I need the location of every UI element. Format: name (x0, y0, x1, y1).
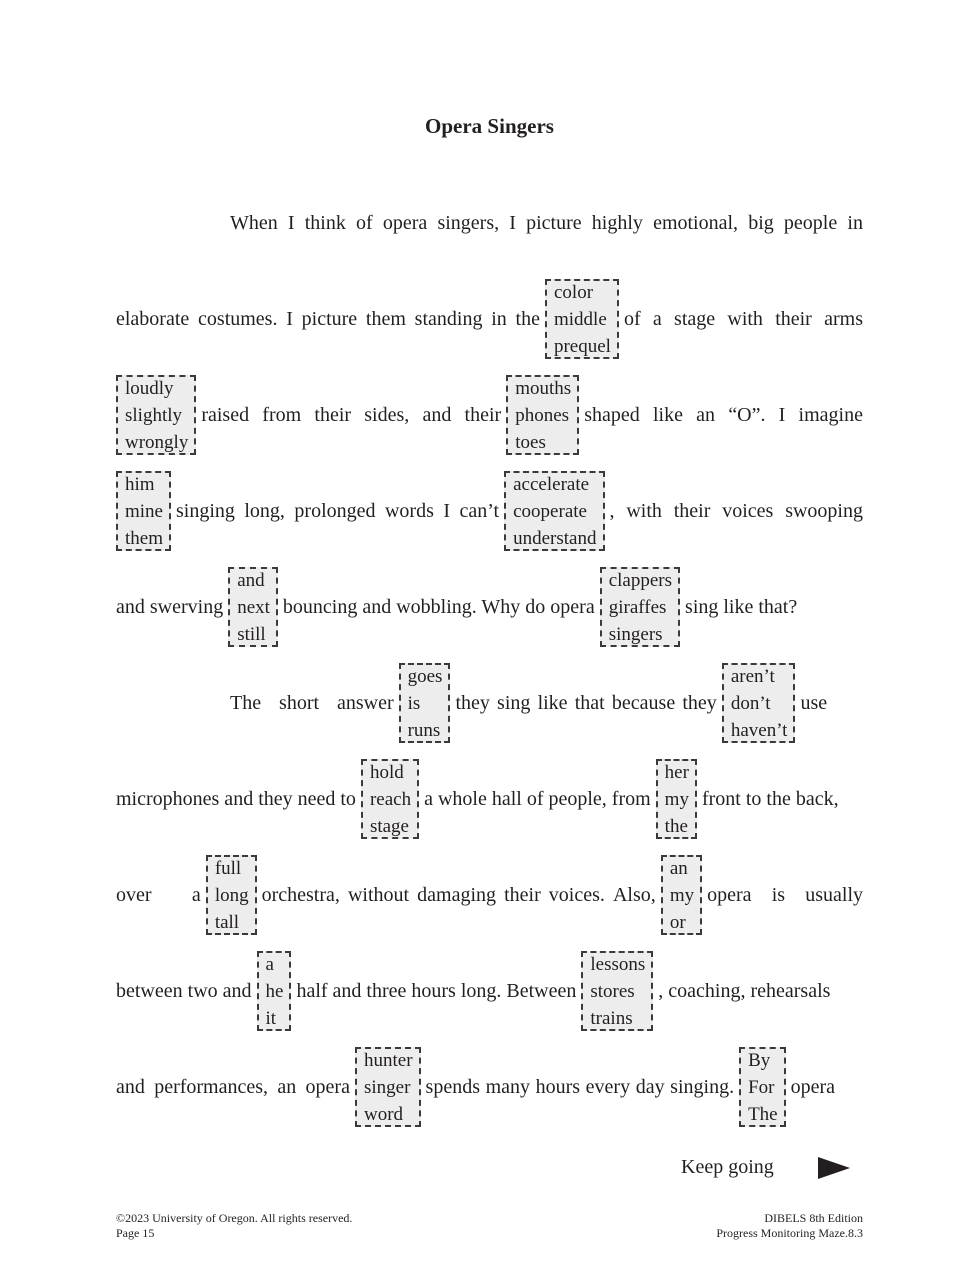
edition-text: DIBELS 8th Edition (764, 1211, 863, 1225)
passage-line (116, 372, 863, 458)
maze-choice-box[interactable] (206, 855, 257, 935)
maze-option[interactable]: clappers (608, 569, 673, 591)
passage-text: shaped like an “O”. I imagine (584, 403, 863, 426)
form-id: Progress Monitoring Maze.8.3 (716, 1226, 863, 1240)
maze-option[interactable]: middle (553, 308, 607, 330)
maze-choice-box[interactable] (600, 567, 680, 647)
passage-text: and swerving (116, 595, 224, 618)
maze-choice-box[interactable] (399, 663, 451, 743)
maze-option[interactable]: them (125, 527, 163, 549)
maze-option[interactable]: an (669, 857, 688, 879)
maze-option[interactable]: prequel (553, 335, 611, 357)
maze-choice-box[interactable] (506, 375, 579, 455)
maze-option[interactable]: my (664, 788, 689, 810)
passage-text: a whole hall of people, from (424, 787, 651, 810)
maze-option[interactable]: By (748, 1049, 771, 1071)
maze-option[interactable]: full (214, 857, 242, 879)
passage-line (116, 852, 863, 938)
passage-line (116, 948, 863, 1034)
passage-line (116, 276, 863, 362)
maze-option[interactable]: aren’t (730, 665, 775, 687)
maze-choice-box[interactable] (581, 951, 653, 1031)
passage-text: opera is usually (707, 883, 864, 906)
passage-line (116, 564, 863, 650)
maze-option[interactable]: haven’t (730, 719, 788, 741)
maze-option[interactable]: next (237, 596, 270, 618)
passage-line (116, 756, 863, 842)
passage-text: When I think of opera singers, I picture highly emotional, big people in (230, 211, 863, 234)
maze-option[interactable]: toes (515, 431, 546, 453)
maze-option[interactable]: stores (590, 980, 635, 1002)
passage-title: Opera Singers (425, 114, 554, 138)
maze-choice-box[interactable] (739, 1047, 786, 1127)
maze-option[interactable]: slightly (125, 404, 183, 426)
maze-option[interactable]: hold (369, 761, 404, 783)
maze-option[interactable]: is (407, 692, 421, 714)
maze-option[interactable]: trains (590, 1007, 633, 1029)
passage-text: half and three hours long. Between (296, 979, 577, 1002)
maze-option[interactable]: he (265, 980, 284, 1002)
keep-going-prompt[interactable] (681, 1156, 850, 1179)
passage-text: they sing like that because they (455, 691, 717, 714)
maze-option[interactable]: phones (515, 404, 570, 426)
maze-option[interactable]: it (265, 1007, 277, 1029)
maze-option[interactable]: tall (214, 911, 240, 933)
maze-option[interactable]: or (669, 911, 686, 933)
maze-choice-box[interactable] (661, 855, 702, 935)
maze-choice-box[interactable] (545, 279, 619, 359)
maze-option[interactable]: understand (513, 527, 597, 549)
passage-text: opera (790, 1075, 836, 1098)
maze-option[interactable]: a (265, 953, 274, 975)
maze-option[interactable]: him (125, 473, 155, 495)
passage-text: of a stage with their arms (623, 307, 863, 330)
passage-text: and performances, an opera (116, 1075, 350, 1098)
maze-choice-box[interactable] (257, 951, 292, 1031)
maze-choice-box[interactable] (355, 1047, 421, 1127)
maze-choice-box[interactable] (722, 663, 796, 743)
keep-going-label: Keep going (681, 1156, 774, 1178)
passage-line (116, 468, 863, 554)
maze-option[interactable]: For (748, 1076, 775, 1098)
maze-option[interactable]: word (364, 1103, 404, 1125)
maze-option[interactable]: my (669, 884, 695, 906)
passage-text: sing like that? (685, 595, 798, 618)
maze-option[interactable]: hunter (364, 1049, 413, 1071)
passage-text: singing long, prolonged words I can’t (176, 499, 500, 522)
passage-text: elaborate costumes. I picture them standing in the (116, 307, 540, 330)
passage-text: use (800, 691, 828, 714)
maze-option[interactable]: mouths (515, 377, 572, 399)
passage-text: bouncing and wobbling. Why do opera (282, 595, 595, 618)
maze-option[interactable]: lessons (590, 953, 646, 975)
passage-line (116, 660, 863, 746)
maze-option[interactable]: loudly (125, 377, 174, 399)
maze-option[interactable]: singers (608, 623, 663, 645)
maze-choice-box[interactable] (116, 471, 171, 551)
maze-option[interactable]: cooperate (513, 500, 587, 522)
maze-option[interactable]: her (664, 761, 689, 783)
footer-right (716, 1211, 863, 1241)
maze-choice-box[interactable] (656, 759, 697, 839)
maze-option[interactable]: accelerate (513, 473, 590, 495)
maze-option[interactable]: long (214, 884, 249, 906)
maze-choice-box[interactable] (361, 759, 419, 839)
maze-choice-box[interactable] (116, 375, 196, 455)
maze-option[interactable]: reach (369, 788, 412, 810)
passage-line (116, 1044, 863, 1130)
maze-option[interactable]: mine (125, 500, 163, 522)
page-number: Page 15 (116, 1226, 155, 1240)
footer-left (116, 1211, 352, 1241)
maze-option[interactable]: still (237, 623, 266, 645)
passage-text: , with their voices swooping (609, 499, 863, 522)
maze-option[interactable]: the (664, 815, 688, 837)
passage-text: spends many hours every day singing. (425, 1075, 735, 1098)
maze-option[interactable]: wrongly (125, 431, 189, 453)
maze-option[interactable]: goes (407, 665, 443, 687)
passage-text: , coaching, rehearsals (658, 979, 831, 1002)
maze-option[interactable]: runs (407, 719, 441, 741)
maze-option[interactable]: color (553, 281, 594, 303)
maze-option[interactable]: The (748, 1103, 778, 1125)
passage-text: microphones and they need to (116, 787, 356, 810)
passage-text: over a (116, 883, 201, 906)
maze-option[interactable]: singer (364, 1076, 411, 1098)
maze-option[interactable]: don’t (730, 692, 771, 714)
maze-choice-box[interactable] (228, 567, 278, 647)
maze-option[interactable]: stage (369, 815, 409, 837)
passage-text: orchestra, without damaging their voices. Also, (261, 883, 656, 906)
passage-text: raised from their sides, and their (201, 403, 502, 426)
play-arrow-icon[interactable] (818, 1157, 850, 1179)
maze-option[interactable]: and (237, 569, 265, 591)
passage-text: between two and (116, 979, 252, 1002)
passage-text: The short answer (230, 691, 394, 714)
maze-choice-box[interactable] (504, 471, 604, 551)
maze-option[interactable]: giraffes (608, 596, 667, 618)
copyright-text: ©2023 University of Oregon. All rights reserved. (116, 1211, 353, 1225)
passage-text: front to the back, (701, 787, 839, 810)
passage-line (116, 180, 863, 266)
